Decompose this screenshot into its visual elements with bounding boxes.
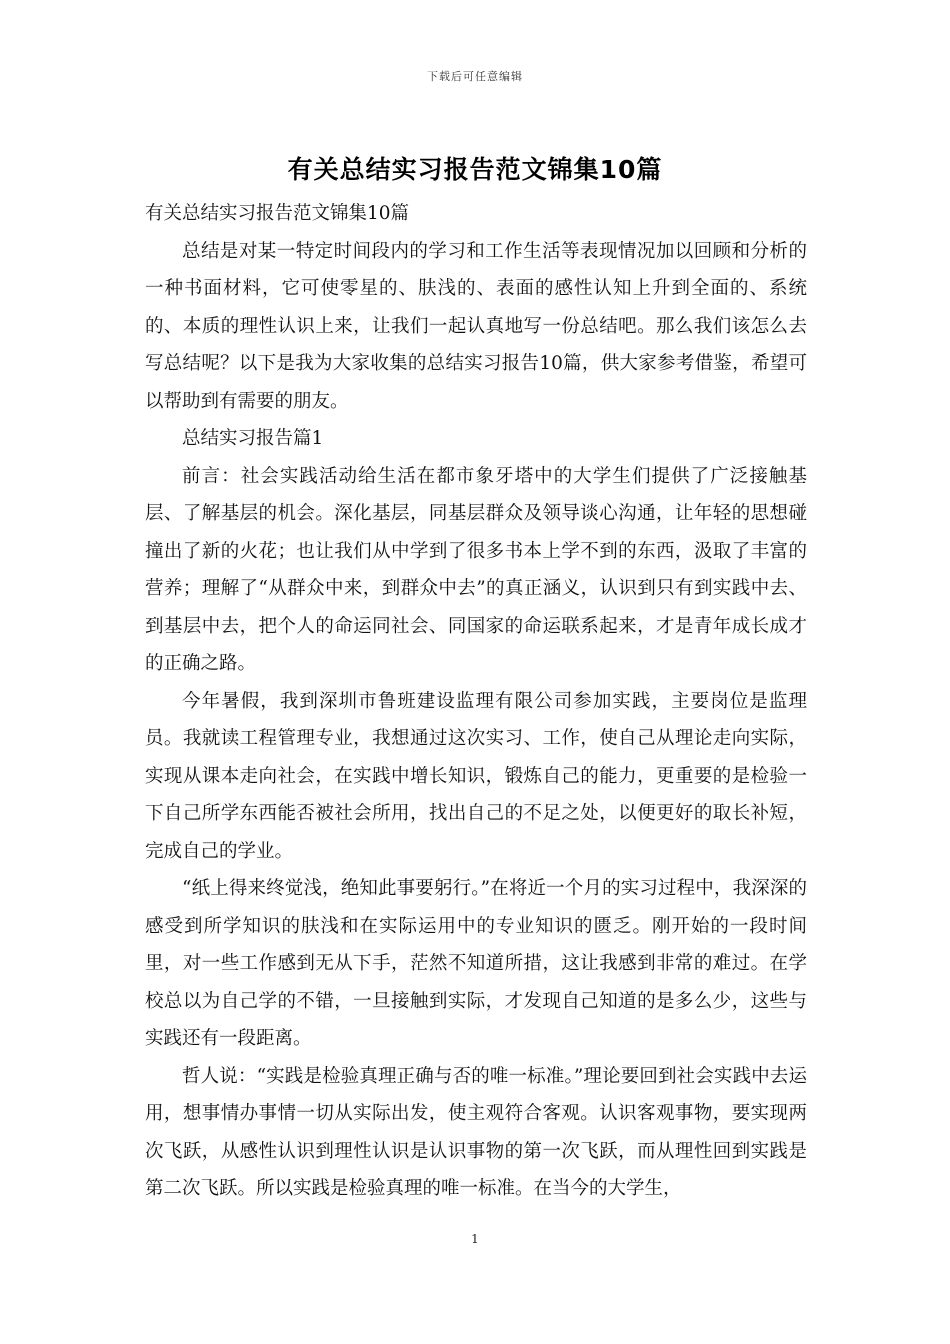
header-note: 下载后可任意编辑	[427, 70, 523, 83]
intro-paragraph: 总结是对某一特定时间段内的学习和工作生活等表现情况加以回顾和分析的一种书面材料，它可使零星的、肤浅的、表面的感性认知上升到全面的、系统的、本质的理性认识上来，让我们一起认真地写一份总结吧。那么我们该怎么去写总结呢？以下是我为大家收集的总结实习报告10篇，供大家参考借鉴，希望可以帮助到有需要的朋友。	[145, 240, 807, 412]
subtitle-line: 有关总结实习报告范文锦集10篇	[145, 203, 410, 224]
page-number: 1	[471, 1232, 479, 1246]
body-paragraph: “纸上得来终觉浅，绝知此事要躬行。”在将近一个月的实习过程中，我深深的感受到所学知识的肤浅和在实际运用中的专业知识的匮乏。刚开始的一段时间里，对一些工作感到无从下手，茫然不知道所措，这让我感到非常的难过。在学校总以为自己学的不错，一旦接触到实际，才发现自己知道的是多么少，这些与实践还有一段距离。	[145, 878, 807, 1049]
body-paragraph: 今年暑假，我到深圳市鲁班建设监理有限公司参加实践，主要岗位是监理员。我就读工程管理专业，我想通过这次实习、工作，使自己从理论走向实际，实现从课本走向社会，在实践中增长知识，锻炼自己的能力，更重要的是检验一下自己所学东西能否被社会所用，找出自己的不足之处，以便更好的取长补短，完成自己的学业。	[145, 690, 807, 862]
document-title: 有关总结实习报告范文锦集10篇	[287, 155, 663, 184]
body-paragraph: 前言：社会实践活动给生活在都市象牙塔中的大学生们提供了广泛接触基层、了解基层的机会。深化基层，同基层群众及领导谈心沟通，让年轻的思想碰撞出了新的火花；也让我们从中学到了很多书本上学不到的东西，汲取了丰富的营养；理解了“从群众中来，到群众中去”的真正涵义，认识到只有到实践中去、到基层中去，把个人的命运同社会、同国家的命运联系起来，才是青年成长成才的正确之路。	[145, 465, 807, 674]
section-heading: 总结实习报告篇1	[182, 428, 324, 449]
document-body	[145, 195, 807, 1208]
body-paragraph: 哲人说：“实践是检验真理正确与否的唯一标准。”理论要回到社会实践中去运用，想事情办事情一切从实际出发，使主观符合客观。认识客观事物，要实现两次飞跃，从感性认识到理性认识是认识事物的第一次飞跃，而从理性回到实践是第二次飞跃。所以实践是检验真理的唯一标准。在当今的大学生，	[145, 1065, 807, 1199]
